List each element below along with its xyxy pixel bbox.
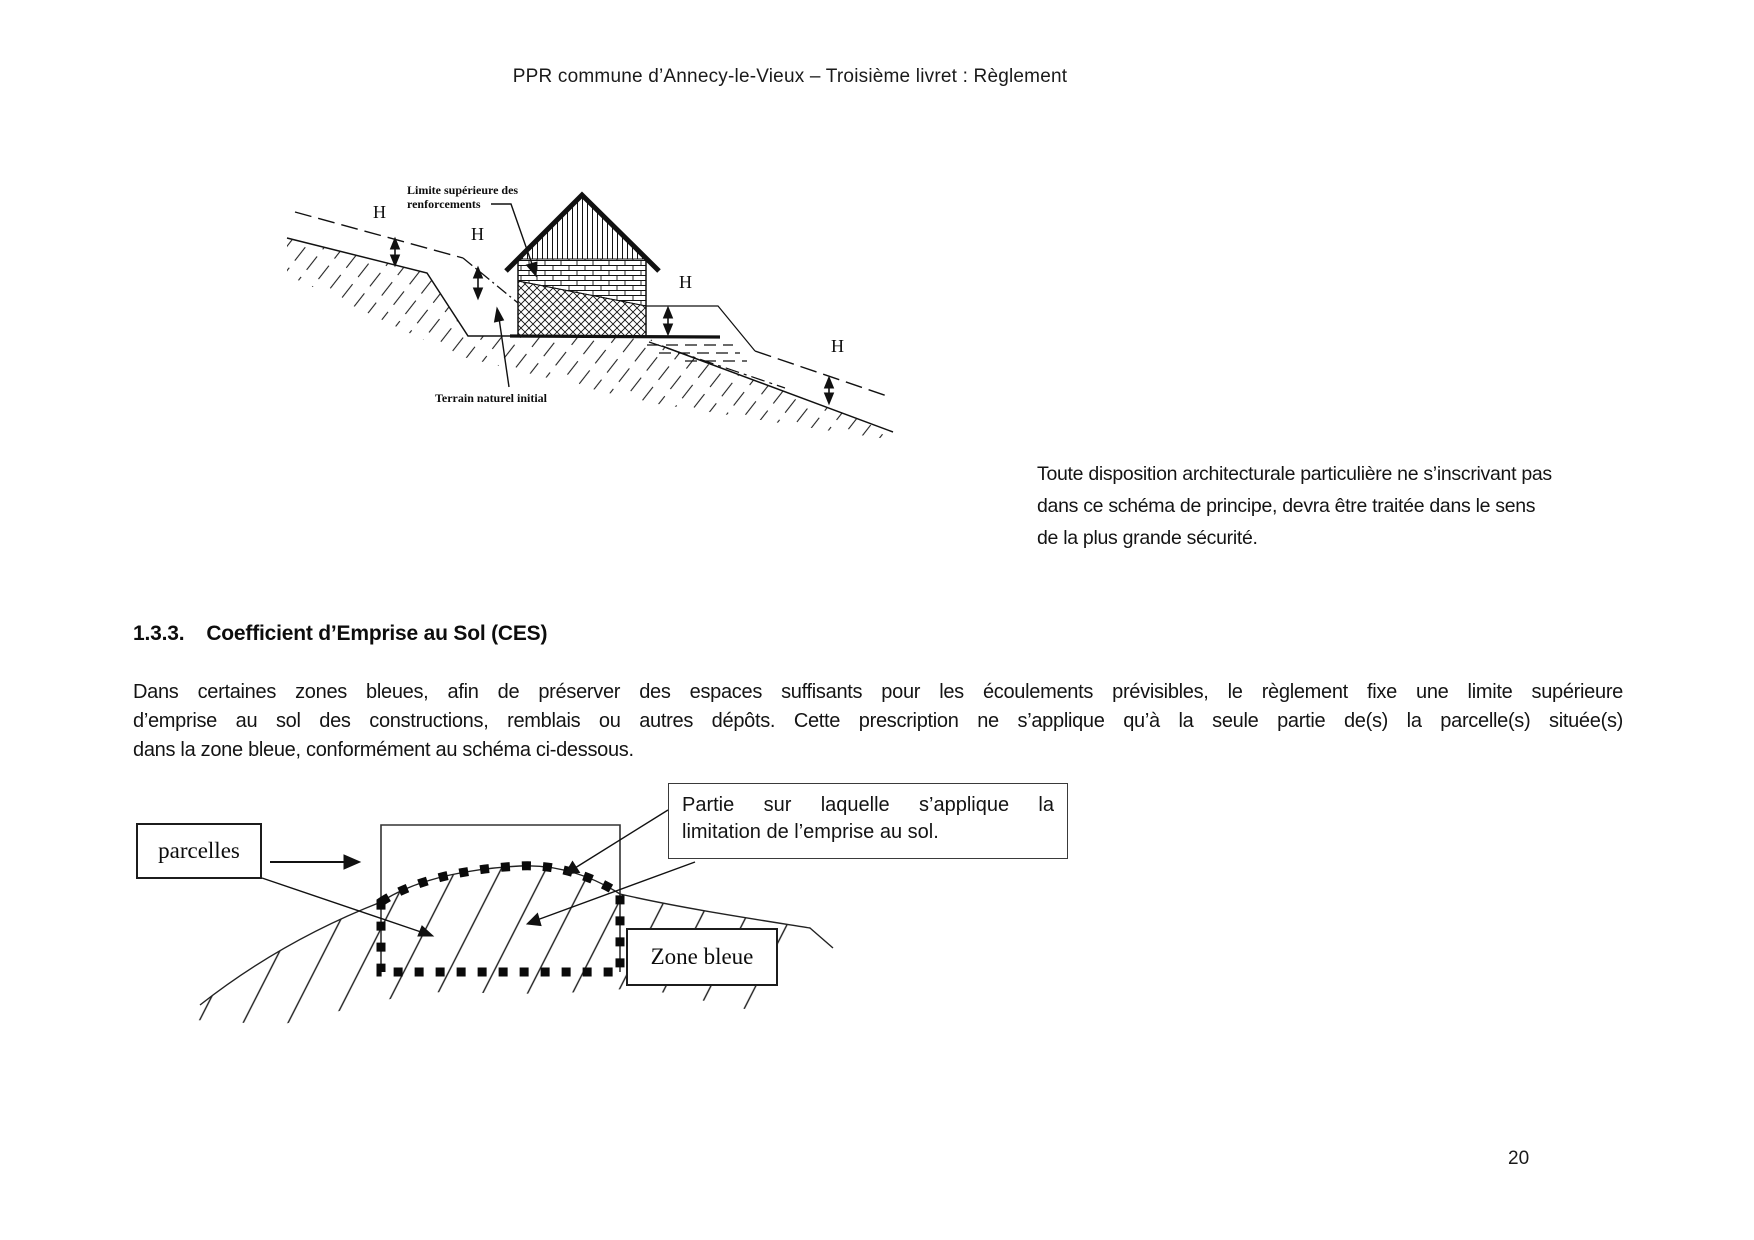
paragraph-line: d’emprise au sol des constructions, remblais ou autres dépôts. Cette prescription ne s’applique qu’à la seule partie de(s) la parcelle(s) située(s) bbox=[133, 710, 1623, 732]
parcelles-label-box bbox=[136, 823, 262, 879]
zone-bleue-label-box bbox=[626, 928, 778, 986]
partie-label-line2: limitation de l’emprise au sol. bbox=[682, 821, 939, 843]
page-number: 20 bbox=[1508, 1148, 1530, 1169]
ledge-line-right bbox=[646, 306, 755, 351]
slope-house-diagram bbox=[285, 140, 905, 440]
page-header: PPR commune d’Annecy-le-Vieux – Troisième livret : Règlement bbox=[512, 66, 1068, 87]
note-line: de la plus grande sécurité. bbox=[1037, 527, 1258, 549]
paragraph-line: Dans certaines zones bleues, afin de préserver des espaces suffisants pour les écoulements prévisibles, le règlement fixe une limite supérieure bbox=[133, 681, 1623, 703]
terrain-label: Terrain naturel initial bbox=[435, 391, 548, 405]
partie-label-line1: Partie sur laquelle s’applique la bbox=[682, 794, 1054, 816]
section-title: Coefficient d’Emprise au Sol (CES) bbox=[206, 622, 548, 645]
zone-bleue-label: Zone bleue bbox=[650, 944, 754, 969]
note-line: dans ce schéma de principe, devra être traitée dans le sens bbox=[1037, 495, 1536, 517]
note-line: Toute disposition architecturale particulière ne s’inscrivant pas bbox=[1037, 463, 1552, 485]
h-label-3: H bbox=[679, 272, 692, 292]
body-paragraph bbox=[133, 678, 1623, 765]
paragraph-line: dans la zone bleue, conformément au schéma ci-dessous. bbox=[133, 739, 634, 761]
h-label-1: H bbox=[373, 202, 386, 222]
h-label-2: H bbox=[471, 224, 484, 244]
section-heading bbox=[133, 622, 547, 646]
parcelles-label: parcelles bbox=[158, 838, 240, 863]
parcelles-arrow bbox=[270, 855, 360, 869]
limite-label-line1: Limite supérieure des bbox=[407, 183, 519, 197]
section-number: 1.3.3. bbox=[133, 622, 185, 645]
limite-label-line2: renforcements bbox=[407, 197, 481, 211]
house-gable bbox=[518, 197, 646, 259]
note-paragraph bbox=[1037, 458, 1552, 554]
h-label-4: H bbox=[831, 336, 844, 356]
partie-leader-1 bbox=[565, 810, 668, 874]
partie-label-box bbox=[668, 783, 1068, 859]
